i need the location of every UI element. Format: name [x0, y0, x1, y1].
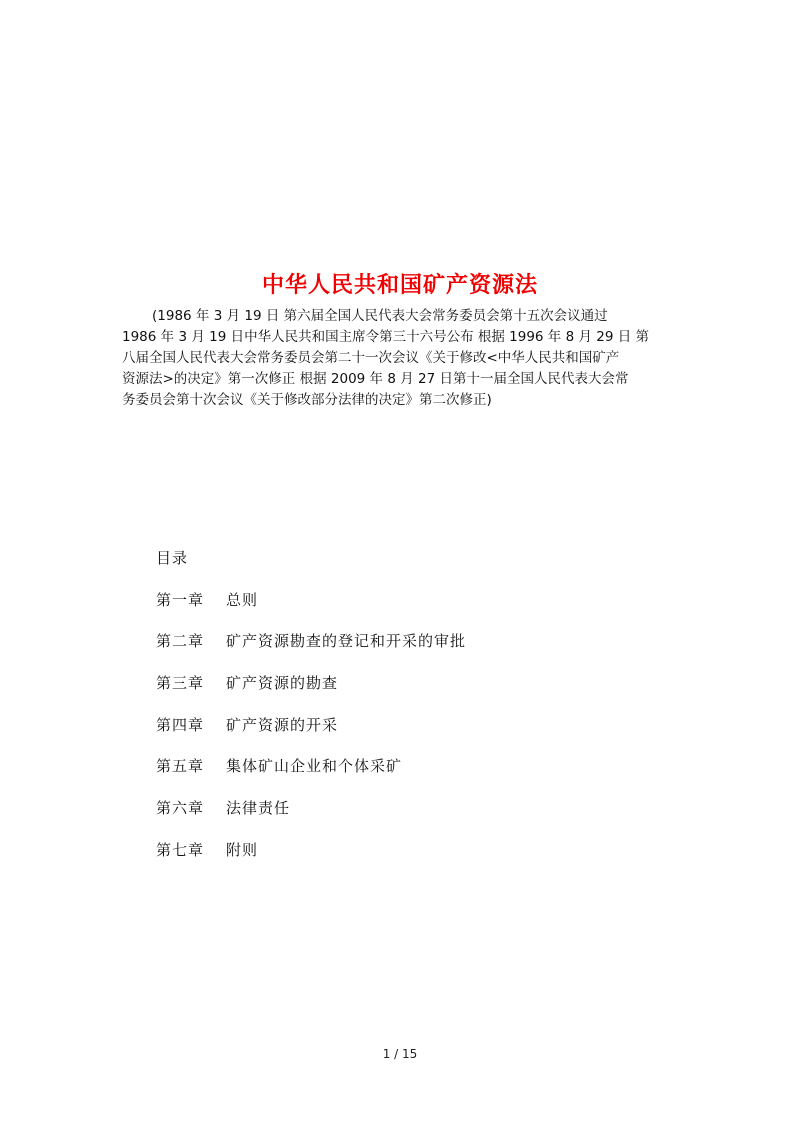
toc-chapter: 第六章: [156, 799, 205, 818]
toc-title: 集体矿山企业和个体采矿: [226, 757, 403, 776]
toc-item[interactable]: [156, 797, 466, 839]
table-of-contents: [156, 547, 466, 881]
toc-item[interactable]: [156, 714, 466, 756]
toc-item[interactable]: [156, 755, 466, 797]
preamble-line: 资源法>的决定》第一次修正 根据 2009 年 8 月 27 日第十一届全国人民代表大会常: [122, 371, 629, 387]
toc-chapter: 第二章: [156, 632, 205, 651]
toc-chapter: 第三章: [156, 674, 205, 693]
document-title: 中华人民共和国矿产资源法: [261, 273, 538, 298]
toc-title: 矿产资源的勘查: [226, 674, 339, 693]
preamble-line: 八届全国人民代表大会常务委员会第二十一次会议《关于修改<中华人民共和国矿产: [122, 350, 620, 366]
toc-title: 附则: [226, 840, 259, 859]
toc-title: 法律责任: [226, 799, 291, 818]
toc-title: 矿产资源勘查的登记和开采的审批: [226, 632, 467, 651]
preamble: [122, 306, 682, 411]
toc-item[interactable]: [156, 630, 466, 672]
page-number: 1 / 15: [382, 1047, 418, 1061]
toc-item[interactable]: [156, 839, 466, 881]
toc-chapter: 第四章: [156, 715, 205, 734]
toc-chapter: 第五章: [156, 757, 205, 776]
toc-title: 总则: [226, 590, 259, 609]
toc-chapter: 第一章: [156, 590, 205, 609]
toc-chapter: 第七章: [156, 840, 205, 859]
toc-heading: 目录: [156, 549, 189, 567]
preamble-line: 务委员会第十次会议《关于修改部分法律的决定》第二次修正): [122, 392, 492, 408]
toc-title: 矿产资源的开采: [226, 715, 339, 734]
preamble-line: 1986 年 3 月 19 日中华人民共和国主席令第三十六号公布 根据 1996 年 8 月 29 日 第: [122, 329, 650, 345]
toc-item[interactable]: [156, 589, 466, 631]
toc-item[interactable]: [156, 672, 466, 714]
preamble-line: (1986 年 3 月 19 日 第六届全国人民代表大会常务委员会第十五次会议通过: [152, 308, 608, 324]
